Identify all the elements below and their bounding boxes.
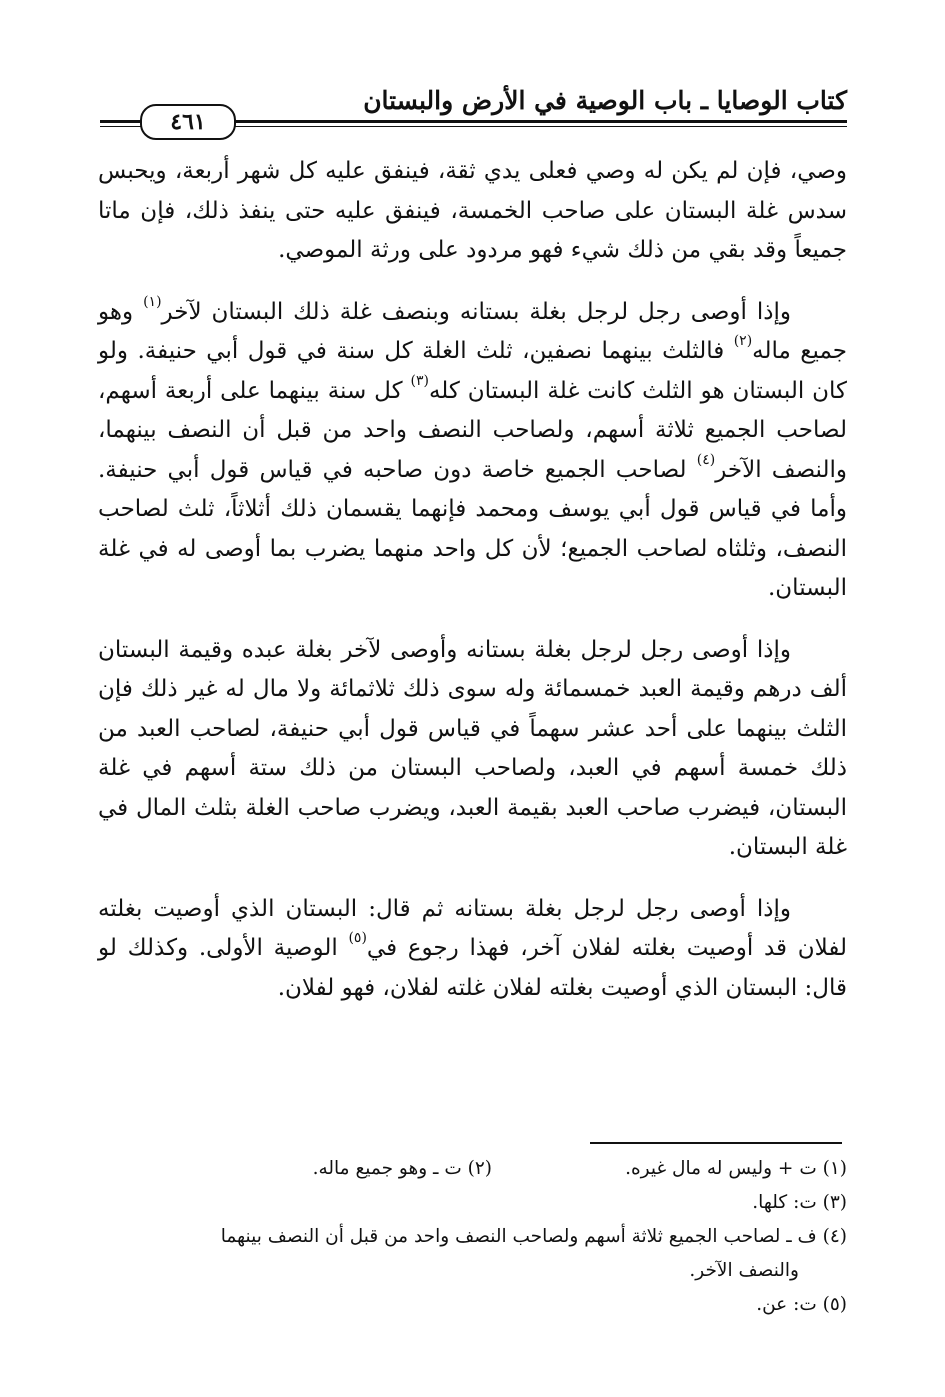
paragraph-3: وإذا أوصى رجل لرجل بغلة بستانه وأوصى لآخر بغلة عبده وقيمة البستان ألف درهم وقيمة العبد خمسمائة وله سوى ذلك ثلاثمائة ولا مال له غير ذلك فإن الثلث بينهما على أحد عشر سهماً في قياس قول أبي حنيفة، لصاحب العبد من ذلك خمسة أسهم في العبد، ولصاحب البستان من ذلك ستة أسهم في غلة البستان، فيضرب صاحب العبد بقيمة العبد، ويضرب صاحب الغلة بثلث المال في غلة البستان.	[98, 636, 847, 860]
paragraph-2-part-e: لصاحب الجميع خاصة دون صاحبه في قياس قول أبي حنيفة. وأما في قياس قول أبي يوسف ومحمد فإنهما يقسمان ذلك أثلاثاً، ثلث لصاحب النصف، وثلثاه لصاحب الجميع؛ لأن كل واحد منهما يضرب بما أوصى له في غلة البستان.	[98, 456, 847, 601]
footnote-row-1-2	[98, 1152, 847, 1186]
paragraph-4-part-a: وإذا أوصى رجل لرجل بغلة بستانه ثم قال: البستان الذي أوصيت بغلته لفلان قد أوصيت بغلته لفلان آخر، فهذا رجوع في	[98, 895, 847, 961]
footnote-marker-4: (٤)	[696, 451, 716, 468]
footnote-5: (٥) ت: عن.	[756, 1294, 847, 1315]
page-header	[100, 84, 847, 140]
footnote-marker-5: (٥)	[348, 930, 367, 946]
footnote-4: (٤) ف ـ لصاحب الجميع ثلاثة أسهم ولصاحب النصف واحد من قبل أن النصف بينهما	[220, 1226, 847, 1247]
paragraph-1: وصي، فإن لم يكن له وصي فعلى يدي ثقة، فينفق عليه كل شهر أربعة، ويحبس سدس غلة البستان على صاحب الخمسة، فينفق عليه حتى ينفذ ذلك، فإن ماتا جميعاً وقد بقي من ذلك شيء فهو مردود على ورثة الموصي.	[98, 158, 847, 263]
footnotes	[98, 1152, 847, 1322]
paragraph-2-part-c: فالثلث بينهما نصفين، ثلث الغلة كل سنة في قول أبي حنيفة. ولو كان البستان هو الثلث كانت غلة البستان كله	[98, 338, 847, 404]
paragraph-2-part-b: وهو جميع ماله	[98, 298, 847, 364]
footnote-marker-3: (٣)	[410, 372, 429, 389]
running-title: كتاب الوصايا ـ باب الوصية في الأرض والبستان	[363, 86, 847, 115]
footnote-3: (٣) ت: كلها.	[752, 1192, 847, 1213]
footnote-marker-2: (٢)	[733, 333, 753, 349]
paragraph-4-part-b: الوصية الأولى. وكذلك لو قال: البستان الذي أوصيت بغلته لفلان غلته لفلان، فهو لفلان.	[98, 935, 847, 1001]
footnote-4-continuation: والنصف الآخر.	[689, 1260, 799, 1281]
footnote-2: (٢) ت ـ وهو جميع ماله.	[312, 1158, 492, 1179]
footnote-1: (١) ت + وليس له مال غيره.	[625, 1158, 847, 1179]
paragraph-2-part-a: وإذا أوصى رجل لرجل بغلة بستانه وبنصف غلة ذلك البستان لآخر	[161, 298, 791, 325]
footnote-separator	[590, 1142, 842, 1144]
footnote-marker-1: (١)	[143, 293, 162, 310]
paragraph-2-part-d: كل سنة بينهما على أربعة أسهم، لصاحب الجميع ثلاثة أسهم، ولصاحب النصف واحد من قبل أن النصف بينهما، والنصف الآخر	[98, 377, 847, 483]
page-number: ٤٦١	[140, 104, 236, 140]
paragraph-2	[98, 293, 847, 609]
body-text	[98, 152, 847, 1030]
paragraph-4	[98, 890, 847, 1009]
